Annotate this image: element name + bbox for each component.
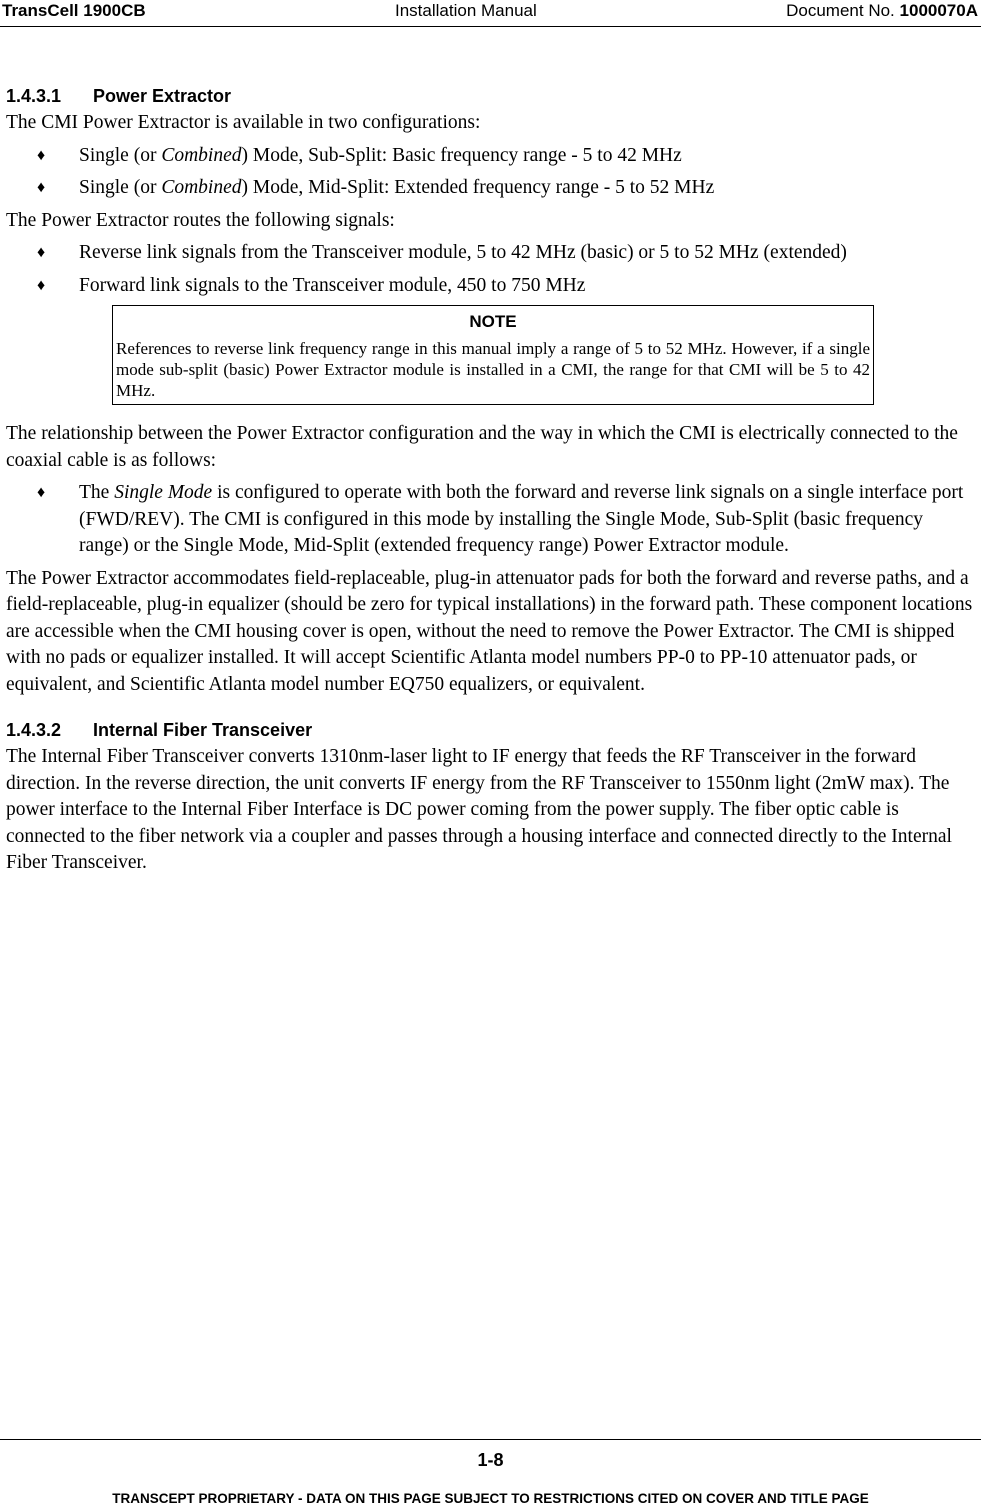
list-item: ♦ Single (or Combined) Mode, Mid-Split: Extended frequency range - 5 to 52 MHz (6, 175, 976, 202)
diamond-bullet-icon: ♦ (37, 244, 46, 261)
page-footer (0, 1439, 981, 1506)
mode-bullet-list (6, 480, 976, 560)
note-title: NOTE (469, 312, 517, 331)
page-body (6, 84, 976, 883)
note-box (112, 305, 874, 405)
section-title: Internal Fiber Transceiver (93, 720, 313, 740)
signal-bullet-list (6, 240, 976, 299)
proprietary-notice: TRANSCEPT PROPRIETARY - DATA ON THIS PAGE SUBJECT TO RESTRICTIONS CITED ON COVER AND TITLE PAGE (112, 1491, 869, 1506)
header-product: TransCell 1900CB (2, 1, 146, 20)
list-item: ♦ Reverse link signals from the Transceiver module, 5 to 42 MHz (basic) or 5 to 52 MHz (extended) (6, 240, 976, 267)
paragraph: The CMI Power Extractor is available in two configurations: (6, 112, 481, 133)
paragraph: The Power Extractor routes the following signals: (6, 209, 395, 231)
header-doc-label: Document No. (786, 1, 895, 20)
header-doc-number: 1000070A (899, 1, 978, 20)
diamond-bullet-icon: ♦ (37, 484, 46, 501)
config-bullet-list (6, 143, 976, 202)
page-number: 1-8 (477, 1450, 504, 1470)
page-header (0, 0, 981, 27)
section-number: 1.4.3.1 (6, 86, 62, 106)
list-item: ♦ Single (or Combined) Mode, Sub-Split: Basic frequency range - 5 to 42 MHz (6, 143, 976, 170)
paragraph: The Power Extractor accommodates field-replaceable, plug-in attenuator pads for both the forward and reverse paths, and a field-replaceable, plug-in equalizer (should be zero for typical installations) in the forward path. These component locations are accessible when the CMI housing cover is open, without the need to remove the Power Extractor. The CMI is shipped with no pads or equalizer installed. It will accept Scientific Atlanta model numbers PP-0 to PP-10 attenuator pads, or equivalent, and Scientific Atlanta model number EQ750 equalizers, or equivalent. (6, 567, 973, 695)
diamond-bullet-icon: ♦ (37, 146, 46, 164)
paragraph: The relationship between the Power Extractor configuration and the way in which the CMI is electrically connected to the coaxial cable is as follows: (6, 423, 958, 471)
paragraph: The Internal Fiber Transceiver converts 1310nm-laser light to IF energy that feeds the RF Transceiver in the forward direction. In the reverse direction, the unit converts IF energy from the RF Transceiver to 1550nm light (2mW max). The power interface to the Internal Fiber Interface is DC power coming from the power supply. The fiber optic cable is connected to the fiber network via a coupler and passes through a housing interface and connected directly to the Internal Fiber Transceiver. (6, 746, 952, 873)
section-number: 1.4.3.2 (6, 720, 62, 740)
header-document-number (786, 1, 978, 21)
diamond-bullet-icon: ♦ (37, 179, 46, 196)
note-body: References to reverse link frequency range in this manual imply a range of 5 to 52 MHz. However, if a single mode sub-split (basic) Power Extractor module is installed in a CMI, the range for that CMI will be 5 to 42 MHz. (116, 339, 870, 400)
section-heading-internal-fiber-transceiver (6, 718, 976, 742)
diamond-bullet-icon: ♦ (37, 276, 46, 294)
section-heading-power-extractor (6, 84, 976, 108)
list-item: ♦ Forward link signals to the Transceiver module, 450 to 750 MHz (6, 273, 976, 300)
list-item: ♦ The Single Mode is configured to operate with both the forward and reverse link signals on a single interface port (FWD/REV). The CMI is configured in this mode by installing the Single Mode, Sub-Split (basic frequency range) or the Single Mode, Mid-Split (extended frequency range) Power Extractor module. (37, 482, 964, 556)
section-title: Power Extractor (93, 86, 232, 106)
header-manual: Installation Manual (395, 1, 537, 20)
